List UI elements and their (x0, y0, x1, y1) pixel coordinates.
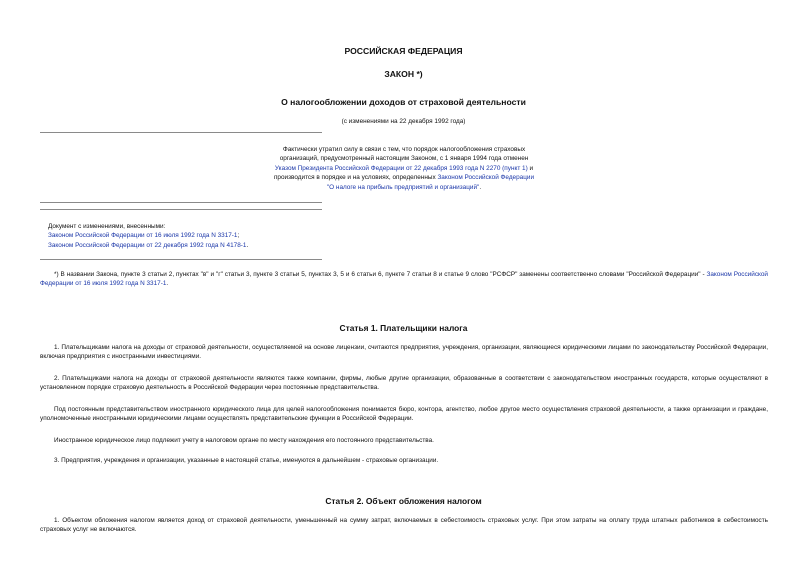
article-1-paragraph: Под постоянным представительством иностранного юридического лица для целей налогообложения понимается бюро, контора, агентство, любое другое место осуществления страховой деятельности, а также организации и граждане, уполномоченные иностранными юридическими лицами осуществлять представительские функции в Российской Федерации. (40, 406, 768, 423)
notice-line: Фактически утратил силу в связи с тем, что порядок налогообложения страховых (282, 146, 526, 153)
divider (40, 202, 322, 203)
article-2-paragraph: 1. Объектом обложения налогом является доход от страховой деятельности, уменьшенный на сумму затрат, включаемых в себестоимость страховых услуг. При этом затраты на оплату труда штатных работников в себестоимость страховых услуг не включаются. (40, 517, 768, 534)
article-1-paragraph: 1. Плательщиками налога на доходы от страховой деятельности, осуществляемой на основе лицензии, считаются предприятия, учреждения, организации, являющиеся юридическими лицами по законодательству Российской Федерации, включая предприятия с иностранными инвестициями. (40, 344, 768, 361)
notice-line: производится в порядке и на условиях, определенных Законом Российской Федерации (273, 174, 535, 182)
law-title: ЗАКОН *) (384, 69, 423, 79)
divider (40, 259, 322, 260)
changes-item: Законом Российской Федерации от 16 июля 1992 года N 3317-1; (48, 232, 240, 240)
document-title: О налогообложении доходов от страховой деятельности (281, 97, 526, 107)
article-1-paragraph: 3. Предприятия, учреждения и организации, указанные в настоящей статье, именуются в дальнейшем - страховые организации. (54, 457, 439, 464)
decree-link[interactable]: Указом Президента Российской Федерации от 22 декабря 1993 года N 2270 (пункт 1) (274, 164, 528, 172)
article-1-heading: Статья 1. Плательщики налога (339, 323, 468, 333)
article-1-paragraph: Иностранное юридическое лицо подлежит учету в налоговом органе по месту нахождения его постоянного представительства. (54, 437, 434, 444)
divider (40, 209, 322, 210)
law-link[interactable]: Законом Российской Федерации (437, 174, 535, 182)
notice-line: "О налоге на прибыль предприятий и организаций". (326, 183, 482, 191)
changes-item: Законом Российской Федерации от 22 декабря 1992 года N 4178-1. (48, 241, 249, 249)
notice-line: организаций, предусмотренный настоящим Законом, с 1 января 1994 года отменен (279, 155, 529, 163)
changes-intro: Документ с изменениями, внесенными: (48, 223, 166, 230)
amendment-link-2[interactable]: Законом Российской Федерации от 22 декабря 1992 года N 4178-1 (48, 241, 247, 249)
repeal-notice (258, 145, 550, 192)
divider (40, 132, 322, 133)
amendment-link-1[interactable]: Законом Российской Федерации от 16 июля 1992 года N 3317-1 (48, 232, 238, 240)
footnote-link[interactable]: Законом Российской Федерации от 16 июля 1992 года N 3317-1 (40, 271, 769, 288)
footnote: *) В названии Закона, пункте 3 статьи 2, пунктах "в" и "г" статьи 3, пункте 3 статьи 5, пунктах 3, 5 и 6 статьи 6, пункте 7 статьи 8 и статье 9 слово "РСФСР" заменены соответственно словами "Российской Федерации" - Законом Российской Федерации от 16 июля 1992 года N 3317-1. (40, 271, 769, 288)
country-title: РОССИЙСКАЯ ФЕДЕРАЦИЯ (344, 46, 463, 56)
changes-block (48, 222, 348, 250)
amendments-note: (с изменениями на 22 декабря 1992 года) (341, 118, 466, 125)
article-2-heading: Статья 2. Объект обложения налогом (325, 496, 482, 506)
notice-line: Указом Президента Российской Федерации от 22 декабря 1993 года N 2270 (пункт 1) и (274, 164, 534, 172)
law-link-title[interactable]: "О налоге на прибыль предприятий и организаций" (326, 183, 480, 191)
article-1-paragraph: 2. Плательщиками налога на доходы от страховой деятельности являются также компании, фирмы, любые другие организации, образованные в соответствии с законодательством иностранных государств, которые осуществляют в установленном порядке страховую деятельность в Российской Федерации через постоянные представительства. (40, 375, 768, 392)
